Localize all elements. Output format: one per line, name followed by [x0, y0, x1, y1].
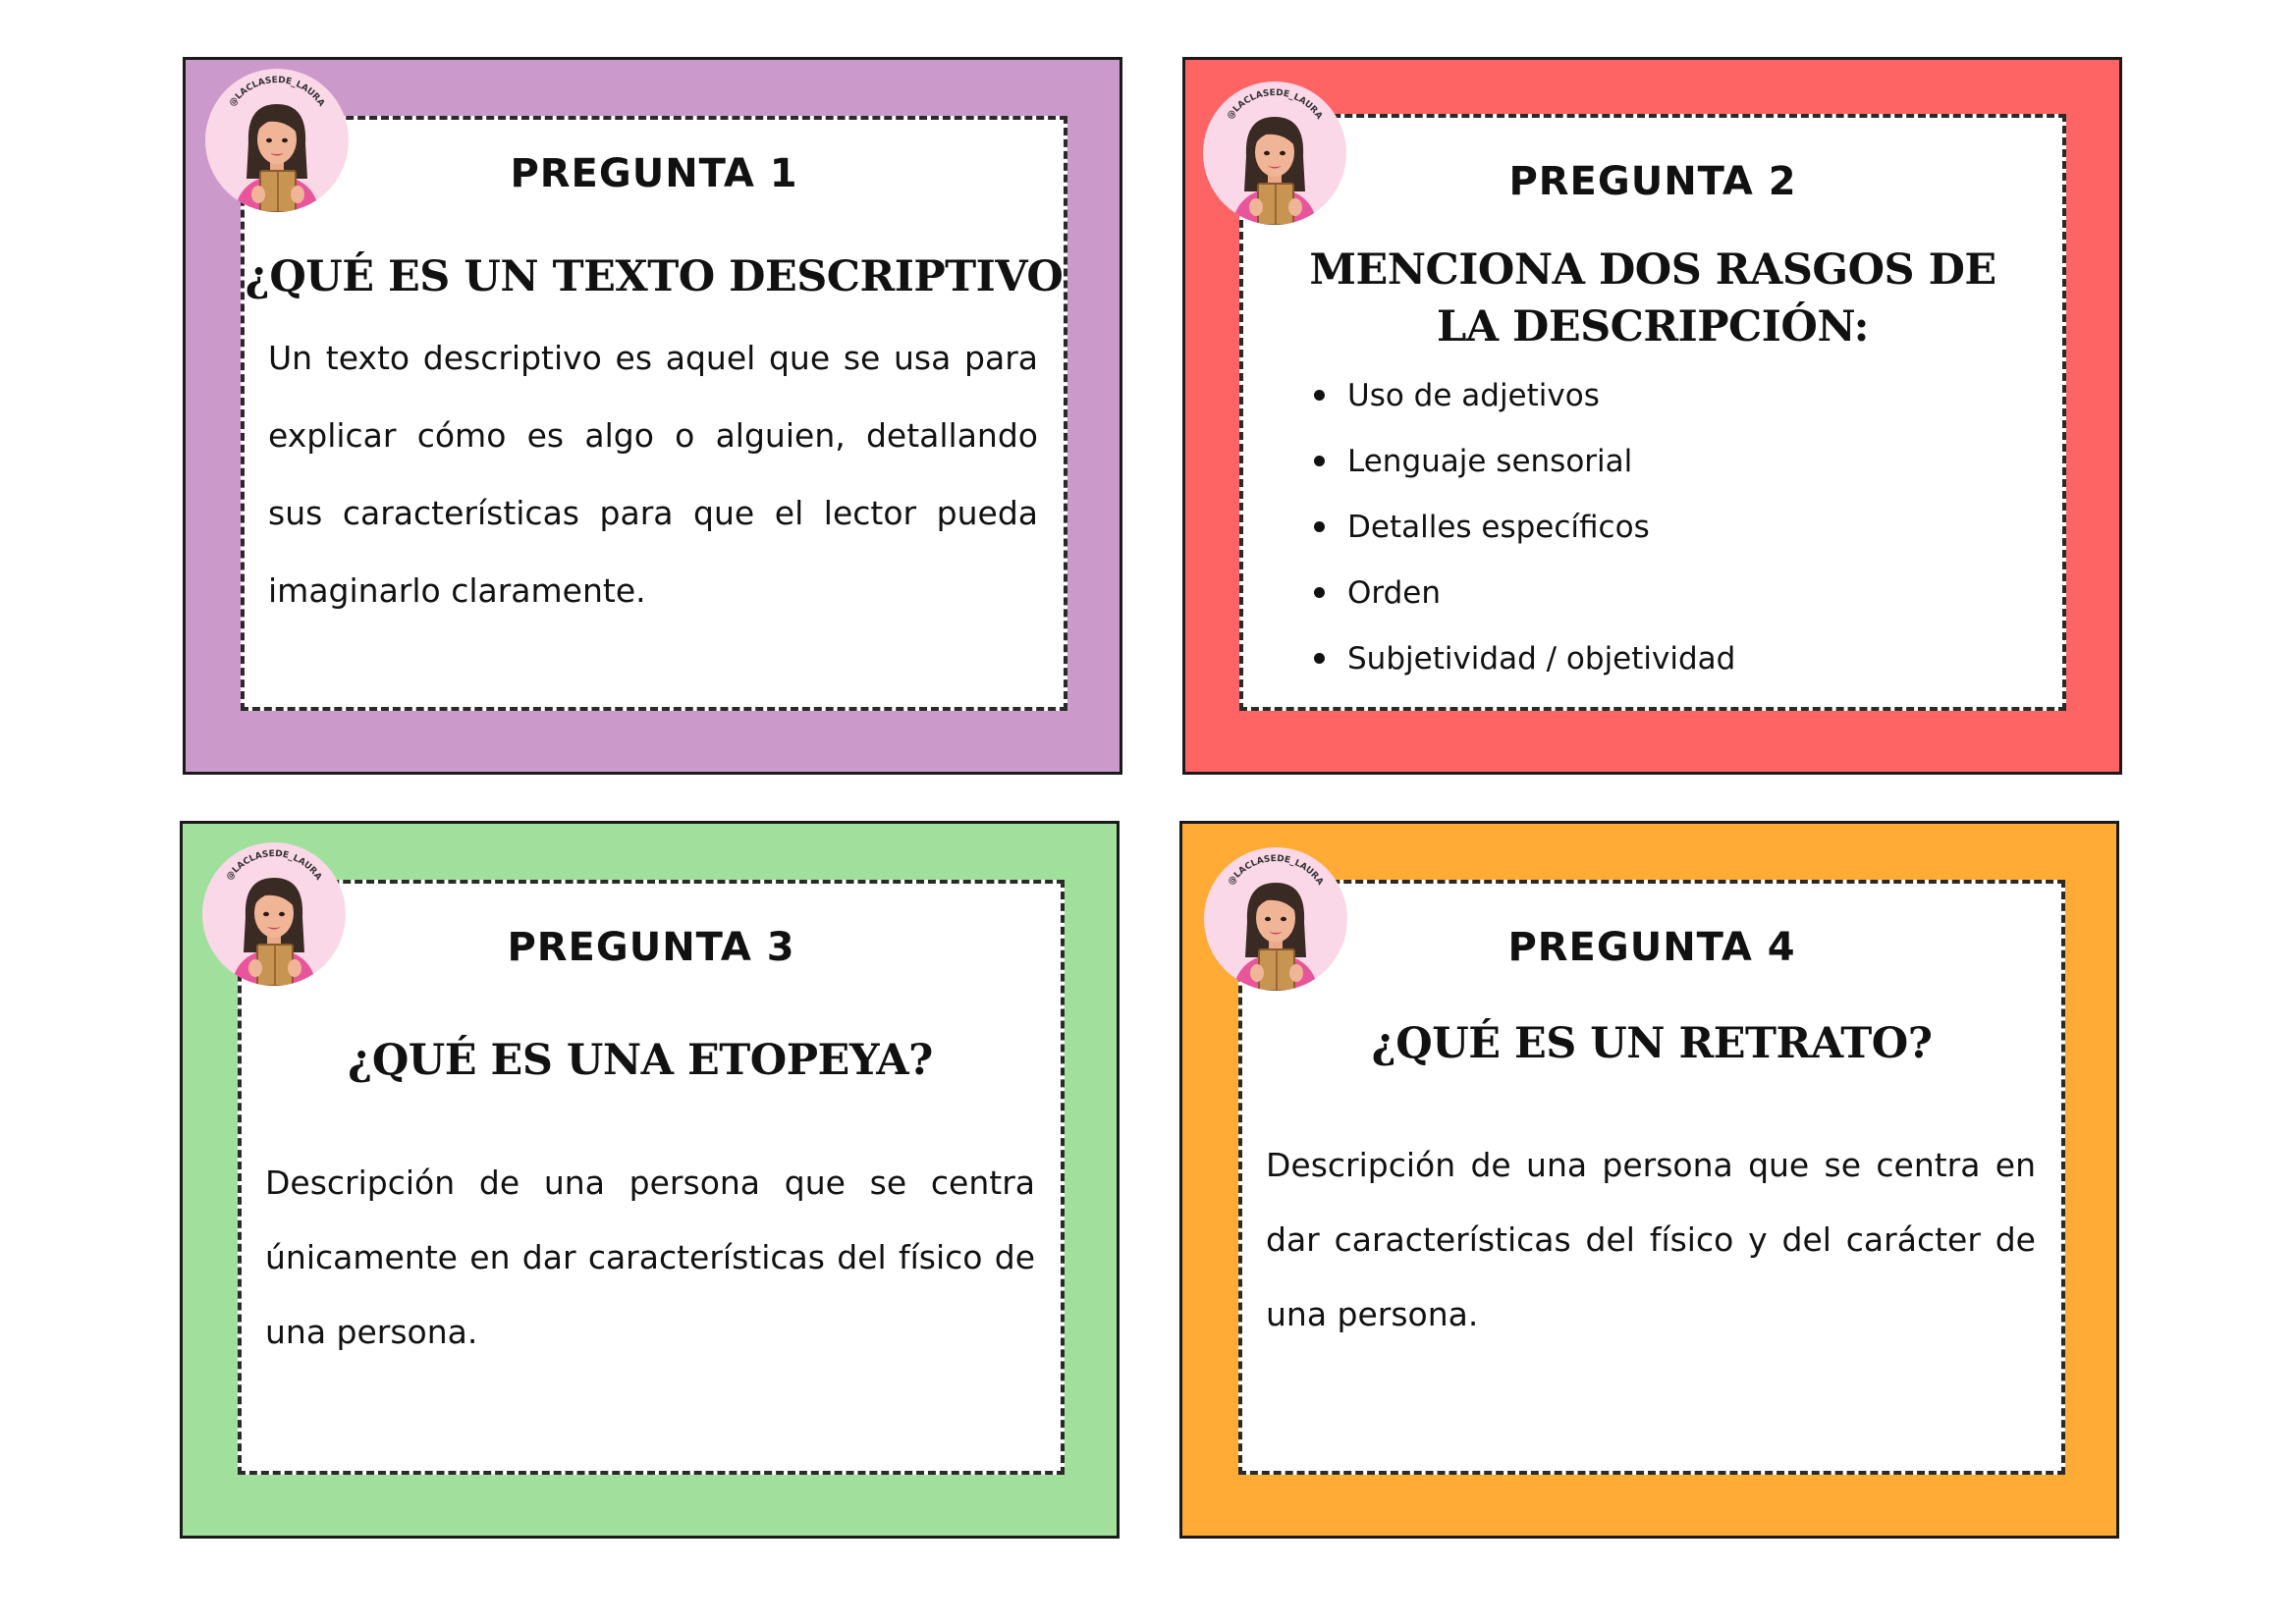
bullet-icon: [1314, 456, 1325, 466]
answer-text: Descripción de una persona que se centra únicamente en dar características del físico de una persona.: [265, 1164, 1035, 1351]
question-card-1: [183, 57, 1122, 775]
question-label: PREGUNTA 1: [510, 151, 798, 196]
question-card-2: [1182, 57, 2122, 775]
avatar-handle: @LACLASEDE_LAURA: [224, 848, 324, 883]
teacher-illustration: [202, 842, 346, 986]
question-label: PREGUNTA 2: [1508, 159, 1797, 204]
bullet-icon: [1314, 653, 1325, 664]
bullet-icon: [1314, 390, 1325, 401]
teacher-avatar-icon: [1203, 81, 1346, 225]
avatar-handle: @LACLASEDE_LAURA: [1226, 853, 1326, 888]
teacher-illustration: [1204, 847, 1347, 991]
question-title: MENCIONA DOS RASGOS DE LA DESCRIPCIÓN:: [1309, 245, 1996, 352]
answer-text: Descripción de una persona que se centra en dar características del físico y del carácter de una persona.: [1266, 1146, 2036, 1333]
list-item: Lenguaje sensorial: [1314, 442, 1735, 508]
question-title: ¿QUÉ ES UNA ETOPEYA?: [348, 1036, 933, 1085]
question-card-4: [1179, 821, 2119, 1539]
list-item: Uso de adjetivos: [1314, 376, 1735, 442]
list-item: Detalles específicos: [1314, 508, 1735, 573]
teacher-illustration: [205, 69, 349, 212]
question-card-3: [180, 821, 1120, 1539]
answer-text: Un texto descriptivo es aquel que se usa para explicar cómo es algo o alguien, detallando sus características para que el lector pueda imaginarlo claramente.: [268, 339, 1038, 610]
question-label: PREGUNTA 3: [507, 925, 795, 970]
teacher-avatar-icon: [202, 842, 346, 986]
question-label: PREGUNTA 4: [1507, 925, 1796, 970]
bullet-icon: [1314, 587, 1325, 598]
answer-list: [1314, 376, 1735, 705]
card-4-content: [1238, 880, 2065, 1475]
avatar-handle: @LACLASEDE_LAURA: [1225, 87, 1325, 122]
teacher-illustration: [1203, 81, 1346, 225]
list-item: Orden: [1314, 573, 1735, 639]
card-3-content: [238, 880, 1065, 1475]
card-2-content: [1239, 114, 2066, 711]
card-1-content: [241, 116, 1067, 711]
question-title: ¿QUÉ ES UN TEXTO DESCRIPTIVO: [245, 252, 1064, 301]
list-item: Subjetividad / objetividad: [1314, 639, 1735, 705]
avatar-handle: @LACLASEDE_LAURA: [227, 75, 327, 109]
teacher-avatar-icon: [205, 69, 349, 212]
teacher-avatar-icon: [1204, 847, 1347, 991]
question-title: ¿QUÉ ES UN RETRATO?: [1371, 1019, 1933, 1068]
bullet-icon: [1314, 521, 1325, 532]
